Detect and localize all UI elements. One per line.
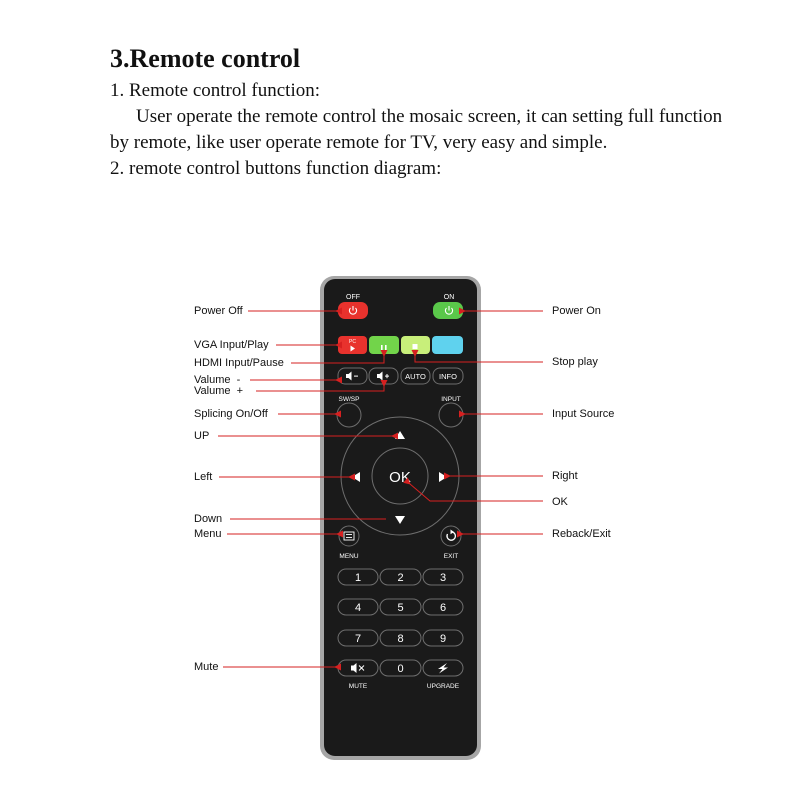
label-mute: Mute bbox=[194, 661, 219, 673]
key-7-label: 7 bbox=[354, 633, 362, 645]
exit-label: EXIT bbox=[443, 553, 459, 560]
on-label: ON bbox=[443, 294, 455, 301]
auto-label: AUTO bbox=[405, 372, 426, 381]
power-on-button[interactable] bbox=[433, 302, 463, 319]
menu-button[interactable] bbox=[339, 526, 359, 546]
label-left: Left bbox=[194, 471, 213, 483]
intro-line-2: 2. remote control buttons function diagram: bbox=[110, 158, 442, 179]
label-volume-plus: Valume + bbox=[194, 385, 244, 397]
splicing-button[interactable] bbox=[337, 403, 361, 427]
upgrade-label: UPGRADE bbox=[426, 683, 460, 690]
blue-button[interactable] bbox=[432, 336, 463, 354]
section-heading: 3.Remote control bbox=[110, 44, 301, 73]
intro-line-1: 1. Remote control function: bbox=[110, 80, 321, 101]
hdmi-pause-button[interactable] bbox=[369, 336, 399, 354]
menu-label: MENU bbox=[339, 553, 359, 560]
label-down: Down bbox=[194, 513, 223, 525]
stop-icon bbox=[413, 344, 418, 349]
pc-label: PC bbox=[349, 339, 356, 345]
label-hdmi-input-pause: HDMI Input/Pause bbox=[194, 357, 284, 369]
label-reback-exit: Reback/Exit bbox=[552, 528, 611, 540]
key-0-label: 0 bbox=[397, 663, 404, 675]
label-right: Right bbox=[552, 470, 578, 482]
off-label: OFF bbox=[346, 294, 360, 301]
exit-button[interactable] bbox=[441, 526, 461, 546]
label-power-off: Power Off bbox=[194, 305, 243, 317]
key-6-label: 6 bbox=[439, 602, 447, 614]
input-label: INPUT bbox=[441, 396, 461, 403]
info-label: INFO bbox=[439, 372, 457, 381]
key-1-label: 1 bbox=[354, 572, 362, 584]
key-2-label: 2 bbox=[397, 572, 404, 584]
label-stop-play: Stop play bbox=[552, 356, 598, 368]
label-volume-minus: Valume - bbox=[194, 374, 241, 386]
label-power-on: Power On bbox=[552, 305, 601, 317]
swsp-label: SW/SP bbox=[338, 396, 360, 403]
intro-paragraph: User operate the remote control the mosaic screen, it can setting full function by remote, like user operate remote for TV, very easy and simple. bbox=[110, 106, 723, 153]
label-input-source: Input Source bbox=[552, 408, 615, 420]
key-3-label: 3 bbox=[439, 572, 447, 584]
label-ok: OK bbox=[552, 496, 568, 508]
label-up: UP bbox=[194, 430, 210, 442]
ok-label: OK bbox=[389, 469, 411, 486]
key-5-label: 5 bbox=[397, 602, 404, 614]
key-9-label: 9 bbox=[439, 633, 447, 645]
input-source-button[interactable] bbox=[439, 403, 463, 427]
key-4-label: 4 bbox=[354, 602, 362, 614]
mute-label: MUTE bbox=[348, 683, 368, 690]
key-8-label: 8 bbox=[397, 633, 404, 645]
label-splicing: Splicing On/Off bbox=[194, 408, 268, 420]
label-menu: Menu bbox=[194, 528, 222, 540]
label-vga-input-play: VGA Input/Play bbox=[194, 339, 269, 351]
